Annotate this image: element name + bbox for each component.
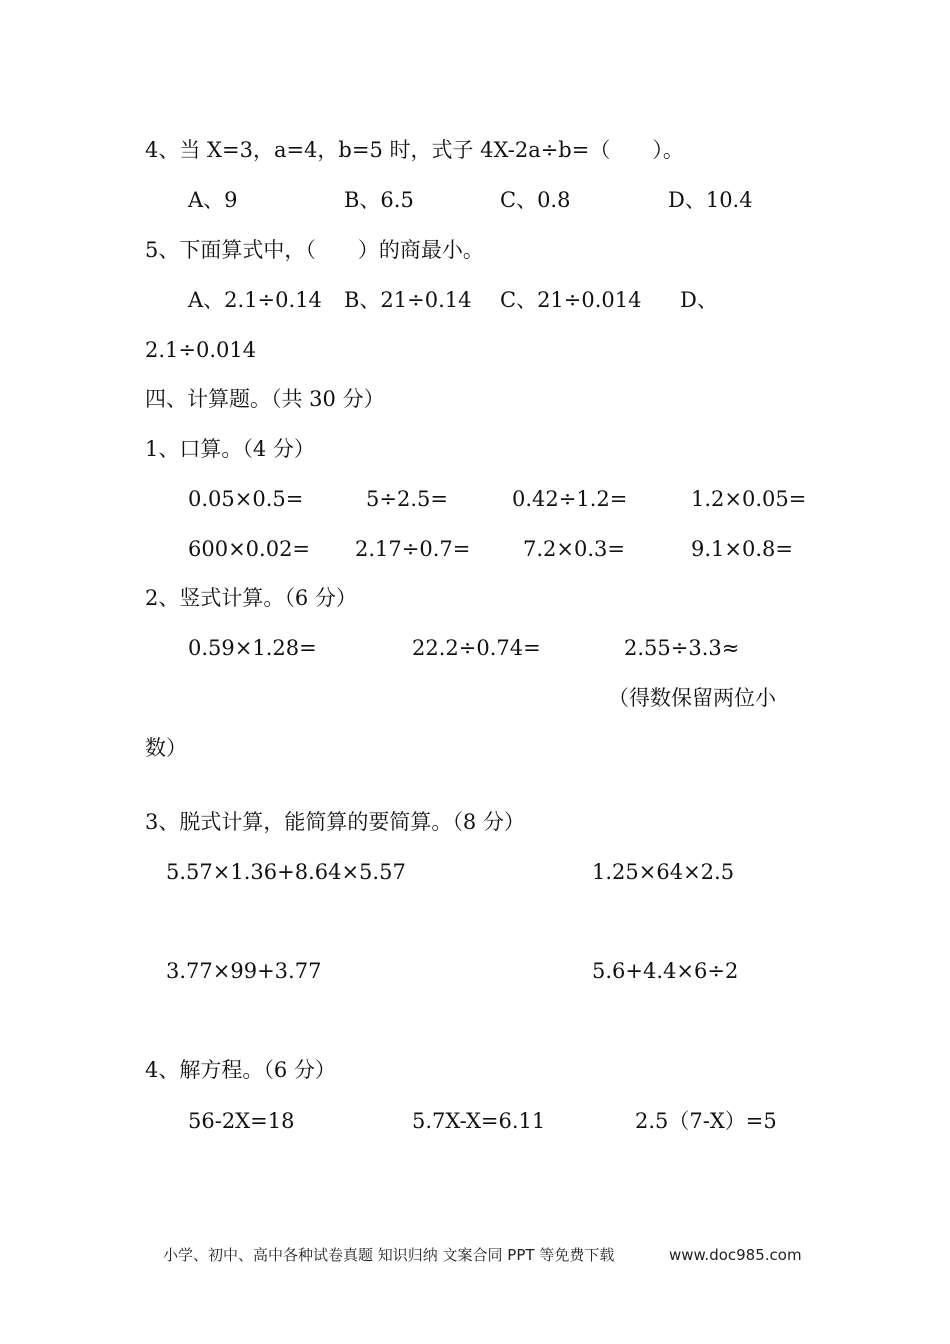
- question-5-stem: 5、下面算式中，（ ）的商最小。: [145, 238, 484, 262]
- rounding-note: （得数保留两位小: [608, 686, 776, 710]
- footer-link[interactable]: www.doc985.com: [669, 1246, 802, 1264]
- stepwise-item: 1.25×64×2.5: [592, 860, 735, 884]
- q5-option-d-continued: 2.1÷0.014: [145, 338, 257, 362]
- stepwise-calc-title: 3、脱式计算，能简算的要简算。（8 分）: [145, 810, 525, 834]
- oral-item: 0.05×0.5=: [188, 487, 304, 511]
- footer-text: 小学、初中、高中各种试卷真题 知识归纳 文案合同 PPT 等免费下载: [163, 1246, 615, 1264]
- rounding-note-continued: 数）: [145, 736, 187, 760]
- stepwise-item: 5.6+4.4×6÷2: [592, 959, 739, 983]
- oral-item: 600×0.02=: [188, 537, 311, 561]
- vertical-item: 2.55÷3.3≈: [624, 636, 740, 660]
- question-4-stem: 4、当 X=3，a=4，b=5 时，式子 4X-2a÷b=（ ）。: [145, 138, 684, 162]
- equations-title: 4、解方程。（6 分）: [145, 1058, 336, 1082]
- oral-item: 2.17÷0.7=: [355, 537, 471, 561]
- oral-item: 9.1×0.8=: [691, 537, 793, 561]
- stepwise-item: 3.77×99+3.77: [166, 959, 322, 983]
- oral-item: 0.42÷1.2=: [512, 487, 628, 511]
- oral-item: 1.2×0.05=: [691, 487, 807, 511]
- vertical-calc-title: 2、竖式计算。（6 分）: [145, 586, 357, 610]
- q5-option-d: D、: [680, 288, 718, 312]
- q4-option-c: C、0.8: [500, 188, 571, 212]
- oral-calc-title: 1、口算。（4 分）: [145, 437, 315, 461]
- q5-option-c: C、21÷0.014: [500, 288, 642, 312]
- section-4-title: 四、计算题。（共 30 分）: [145, 387, 385, 411]
- equation-item: 2.5（7-X）=5: [635, 1109, 777, 1133]
- equation-item: 56-2X=18: [188, 1109, 295, 1133]
- q5-option-a: A、2.1÷0.14: [188, 288, 322, 312]
- oral-item: 5÷2.5=: [366, 487, 448, 511]
- q4-option-b: B、6.5: [344, 188, 414, 212]
- oral-item: 7.2×0.3=: [523, 537, 625, 561]
- stepwise-item: 5.57×1.36+8.64×5.57: [166, 860, 406, 884]
- q4-option-a: A、9: [188, 188, 238, 212]
- vertical-item: 22.2÷0.74=: [412, 636, 541, 660]
- vertical-item: 0.59×1.28=: [188, 636, 317, 660]
- q4-option-d: D、10.4: [668, 188, 753, 212]
- equation-item: 5.7X-X=6.11: [412, 1109, 546, 1133]
- q5-option-b: B、21÷0.14: [344, 288, 472, 312]
